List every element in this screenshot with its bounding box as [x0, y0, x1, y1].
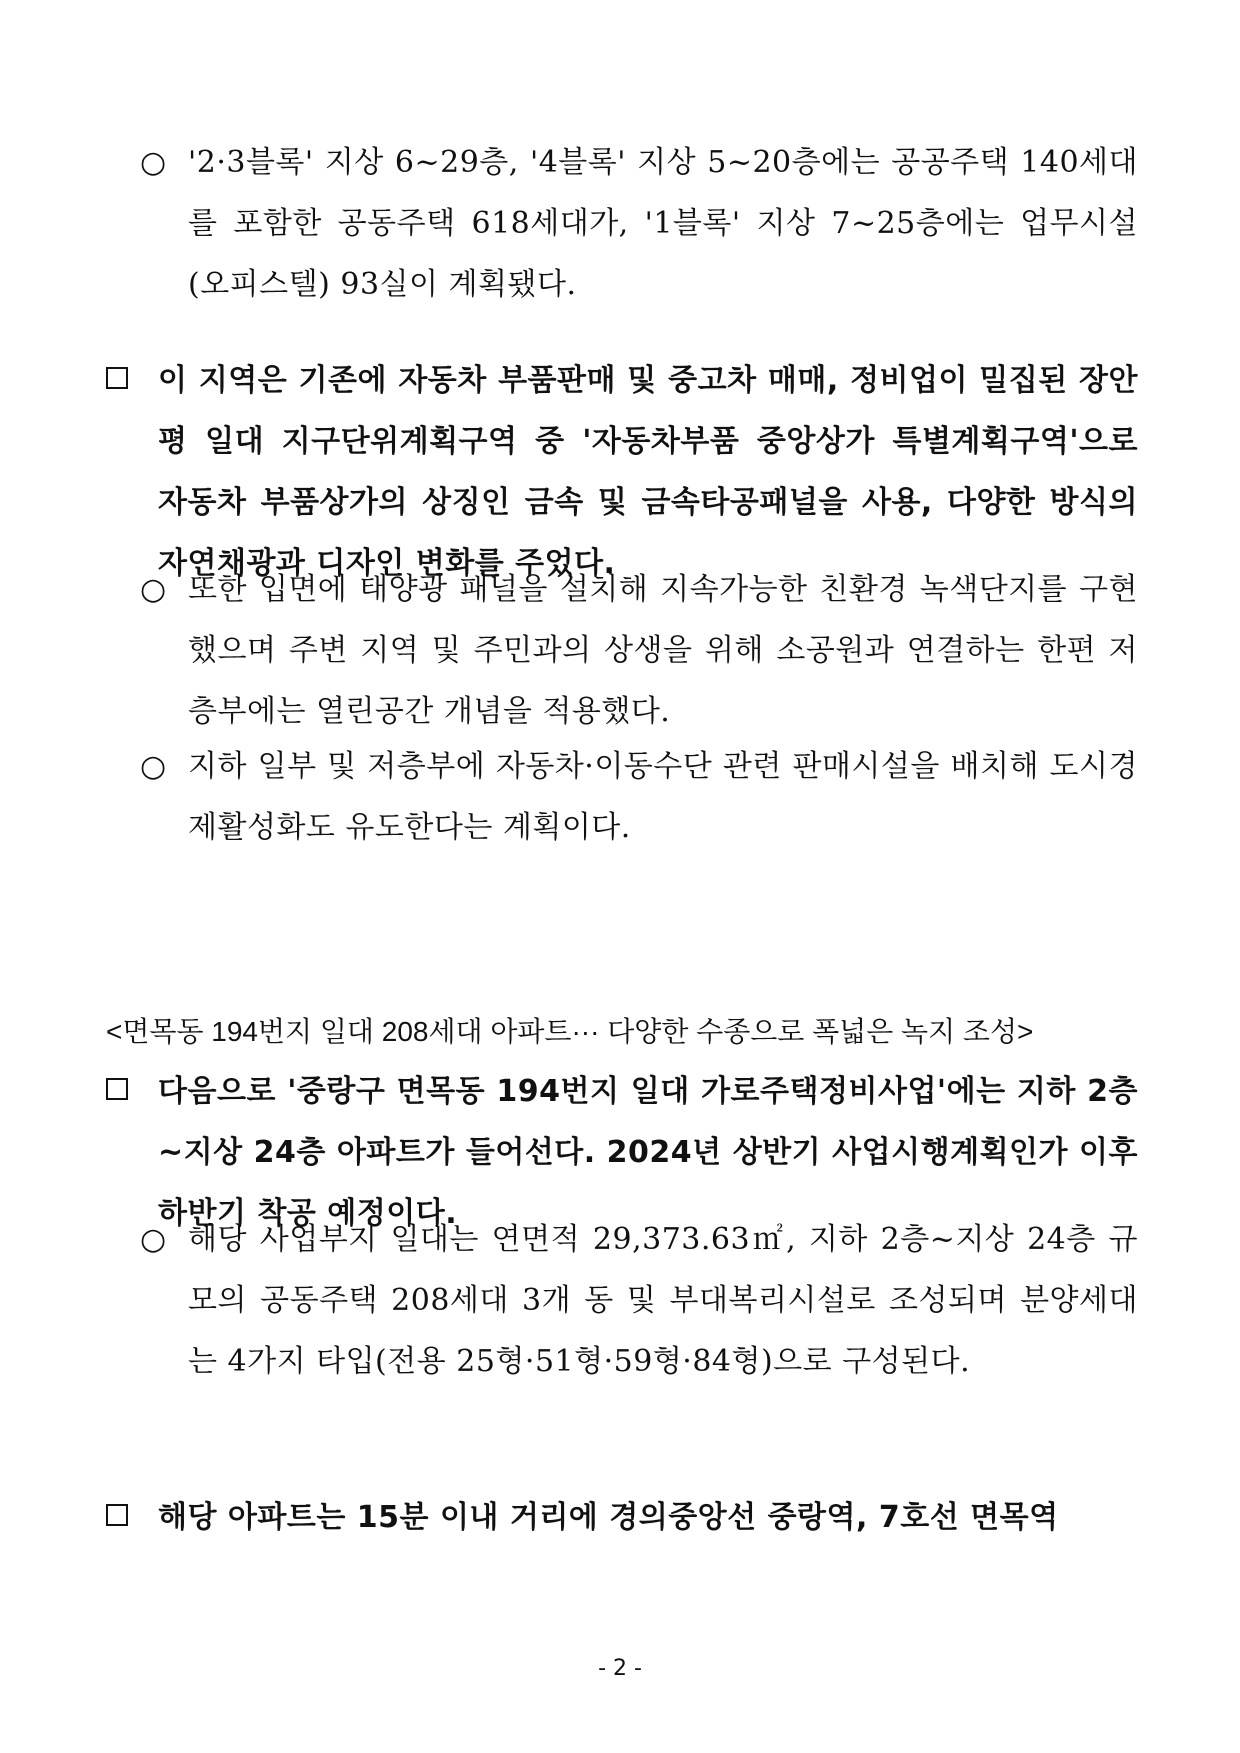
square-bullet-paragraph	[106, 1487, 1138, 1548]
square-bullet	[106, 367, 128, 389]
paragraph-text: 해당 아파트는 15분 이내 거리에 경의중앙선 중랑역, 7호선 면목역	[158, 1500, 1059, 1535]
paragraph-text: 지하 일부 및 저층부에 자동차·이동수단 관련 판매시설을 배치해 도시경제활성화도 유도한다는 계획이다.	[188, 749, 1138, 845]
circle-bullet: ○	[140, 145, 167, 180]
paragraph-text: 다음으로 '중랑구 면목동 194번지 일대 가로주택정비사업'에는 지하 2층~지상 24층 아파트가 들어선다. 2024년 상반기 사업시행계획인가 이후 하반기 착공 예정이다.	[158, 1074, 1138, 1231]
circle-bullet: ○	[140, 1222, 167, 1257]
square-bullet	[106, 1504, 128, 1526]
circle-bullet: ○	[140, 572, 167, 607]
paragraph-text: 또한 입면에 태양광 패널을 설치해 지속가능한 친환경 녹색단지를 구현했으며 주변 지역 및 주민과의 상생을 위해 소공원과 연결하는 한편 저층부에는 열린공간 개념을 적용했다.	[188, 572, 1138, 729]
circle-bullet-paragraph	[140, 559, 1138, 742]
square-bullet-paragraph	[106, 350, 1138, 594]
circle-bullet-paragraph	[140, 736, 1138, 858]
section-subheading: <면목동 194번지 일대 208세대 아파트··· 다양한 수종으로 폭넓은 녹지 조성>	[106, 1016, 1034, 1047]
page-number: - 2 -	[598, 1656, 642, 1681]
circle-bullet: ○	[140, 749, 167, 784]
paragraph-text: 이 지역은 기존에 자동차 부품판매 및 중고차 매매, 정비업이 밀집된 장안평 일대 지구단위계획구역 중 '자동차부품 중앙상가 특별계획구역'으로 자동차 부품상가의 상징인 금속 및 금속타공패널을 사용, 다양한 방식의 자연채광과 디자인 변화를 주었다.	[158, 363, 1138, 581]
circle-bullet-paragraph	[140, 132, 1138, 315]
circle-bullet-paragraph	[140, 1209, 1138, 1392]
paragraph-text: 해당 사업부지 일대는 연면적 29,373.63㎡, 지하 2층~지상 24층 규모의 공동주택 208세대 3개 동 및 부대복리시설로 조성되며 분양세대는 4가지 타입(전용 25형·51형·59형·84형)으로 구성된다.	[188, 1222, 1138, 1379]
square-bullet	[106, 1078, 128, 1100]
paragraph-text: '2·3블록' 지상 6~29층, '4블록' 지상 5~20층에는 공공주택 140세대를 포함한 공동주택 618세대가, '1블록' 지상 7~25층에는 업무시설(오피스텔) 93실이 계획됐다.	[188, 145, 1138, 302]
